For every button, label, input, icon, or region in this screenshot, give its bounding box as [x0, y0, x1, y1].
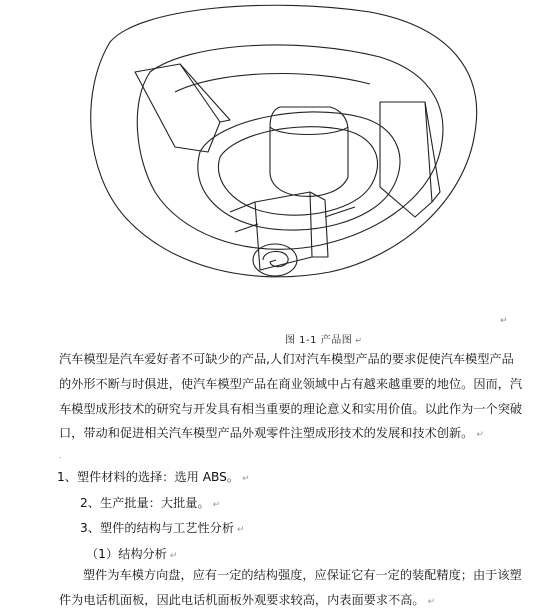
boss-line — [270, 107, 348, 196]
intro-line: 汽车模型是汽车爱好者不可缺少的产品,人们对汽车模型产品的要求促使汽车模型产品 — [59, 352, 514, 366]
list-item-structure — [80, 519, 245, 536]
return-mark: ↵ — [242, 474, 250, 484]
return-mark: ↵ — [355, 336, 363, 345]
empty-paragraph-mark: . — [59, 451, 62, 460]
subheading-structure-analysis — [86, 545, 177, 562]
return-mark: ↵ — [427, 596, 436, 607]
structure-paragraph — [59, 563, 543, 614]
list-item-text: 1、塑件材料的选择：选用 ABS。 — [57, 470, 240, 484]
intro-line: 的外形不断与时俱进，使汽车模型产品在商业领域中占有越来越重要的地位。因而，汽 — [59, 376, 523, 391]
list-item-batch — [80, 494, 220, 511]
figure-caption — [285, 331, 362, 346]
product-drawing — [80, 2, 480, 322]
list-item-material — [57, 468, 250, 485]
return-mark: ↵ — [237, 525, 245, 535]
figure-caption-text: 图 1-1 产品图 — [285, 335, 353, 346]
return-mark: ↵ — [212, 500, 221, 510]
structure-line — [59, 588, 543, 614]
list-item-text: 2、生产批量：大批量。 — [80, 496, 210, 510]
return-mark: ↵ — [500, 316, 508, 326]
intro-line: 车模型成形技术的研究与开发具有相当重要的理论意义和实用价值。以此作为一个突破 — [59, 401, 523, 416]
subheading-text: （1）结构分析 — [86, 547, 167, 561]
rim-edge-line — [175, 74, 370, 92]
hub-plate-inner-line — [218, 127, 377, 215]
list-item-text: 3、塑件的结构与工艺性分析 — [80, 521, 235, 535]
intro-paragraph — [59, 347, 541, 448]
intro-line — [59, 421, 541, 448]
outer-rim-line — [91, 5, 477, 277]
intro-line-text: 口，带动和促进相关汽车模型产品外观零件注塑成形技术的发展和技术创新。 — [59, 426, 474, 441]
hub-plate-line — [198, 112, 400, 230]
right-spoke-line — [380, 102, 432, 217]
left-spoke-line — [135, 64, 220, 152]
structure-line-text: 件为电话机面板，因此电话机面板外观要求较高，内表面要求不高。 — [59, 592, 425, 607]
left-spoke-edge-line — [180, 64, 230, 122]
return-mark: ↵ — [476, 430, 484, 441]
structure-line: 塑件为车模方向盘，应有一定的结构强度，应保证它有一定的装配精度；由于该塑 — [83, 568, 522, 582]
shaft-side-line — [310, 192, 328, 257]
right-spoke-edge-line — [425, 102, 440, 202]
return-mark: ↵ — [169, 551, 178, 561]
